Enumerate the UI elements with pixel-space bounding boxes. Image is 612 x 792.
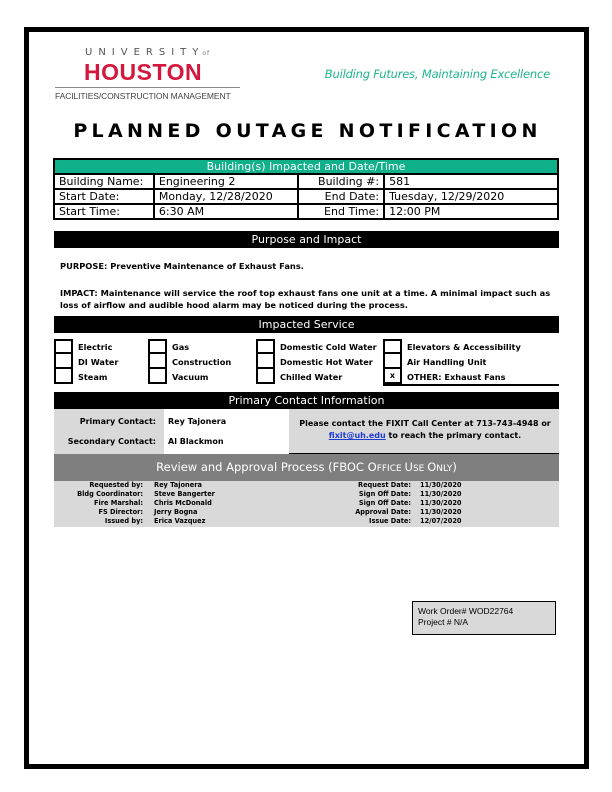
review-date: 11/30/2020: [420, 490, 462, 498]
primary-contact-value: Rey Tajonera: [168, 417, 227, 426]
review-row: [54, 517, 559, 526]
logo-divider: [55, 87, 240, 88]
review-date: 11/30/2020: [420, 481, 462, 489]
review-label: Bldg Coordinator:: [77, 490, 143, 498]
end-time-value: 12:00 PM: [384, 204, 558, 219]
review-row: [54, 481, 559, 490]
review-title-u: U: [404, 460, 413, 474]
service-label: Gas: [172, 342, 190, 352]
review-value: Jerry Bogna: [154, 508, 198, 516]
checkbox-domestic-cold-water[interactable]: [256, 339, 275, 354]
review-title-ffice: FFICE: [376, 464, 405, 474]
review-date-label: Request Date:: [358, 481, 411, 489]
building-number-value: 581: [384, 174, 558, 189]
service-label: Construction: [172, 357, 232, 367]
purpose-text: PURPOSE: Preventive Maintenance of Exhaust Fans.: [60, 261, 304, 271]
service-label: Electric: [78, 342, 113, 352]
checkbox-elevators[interactable]: [383, 339, 402, 354]
contact-message-prefix: Please contact the FIXIT Call Center at 713-743-4948 or: [299, 419, 551, 428]
checkbox-domestic-hot-water[interactable]: [256, 354, 275, 369]
impact-text: IMPACT: Maintenance will service the roof top exhaust fans one unit at a time. A minimal impact such as loss of airflow and audible hood alarm may be noticed during the process.: [60, 288, 551, 310]
contact-section-header: Primary Contact Information: [54, 392, 559, 409]
review-date-label: Issue Date:: [369, 517, 411, 525]
table-row: [54, 174, 558, 189]
checkbox-construction[interactable]: [148, 354, 167, 369]
purpose-section-header: Purpose and Impact: [54, 231, 559, 248]
review-row: [54, 499, 559, 508]
review-label: FS Director:: [98, 508, 143, 516]
checkbox-other[interactable]: x: [383, 369, 402, 384]
table-row: [54, 189, 558, 204]
building-number-label: Building #:: [298, 174, 384, 189]
review-date: 12/07/2020: [420, 517, 462, 525]
secondary-contact-value: Al Blackmon: [168, 437, 224, 446]
review-value: Erica Vazquez: [154, 517, 206, 525]
start-time-label: Start Time:: [54, 204, 154, 219]
checkbox-vacuum[interactable]: [148, 369, 167, 384]
service-label: OTHER: Exhaust Fans: [407, 372, 506, 382]
review-date-label: Sign Off Date:: [358, 490, 411, 498]
logo-of-text: of: [202, 50, 211, 57]
review-value: Steve Bangerter: [154, 490, 215, 498]
service-label: Domestic Cold Water: [280, 342, 377, 352]
review-title-on: O: [427, 460, 437, 474]
contact-values-bg: [164, 409, 289, 454]
logo-university: [85, 47, 210, 58]
review-title-se: SE: [412, 464, 428, 474]
project-number: Project # N/A: [418, 617, 469, 627]
logo-houston: HOUSTON: [84, 59, 203, 85]
fixit-email-link[interactable]: fixit@uh.edu: [328, 431, 386, 440]
start-date-value: Monday, 12/28/2020: [154, 189, 299, 204]
contact-message: [291, 418, 559, 442]
checkbox-steam[interactable]: [54, 369, 73, 384]
building-section-header: Building(s) Impacted and Date/Time: [54, 159, 558, 174]
start-date-label: Start Date:: [54, 189, 154, 204]
service-divider: [383, 384, 559, 386]
review-date-label: Approval Date:: [355, 508, 411, 516]
contact-message-suffix: to reach the primary contact.: [385, 431, 522, 440]
tagline: Building Futures, Maintaining Excellence: [324, 67, 550, 81]
review-value: Chris McDonald: [154, 499, 212, 507]
checkbox-air-handling-unit[interactable]: [383, 354, 402, 369]
review-row: [54, 508, 559, 517]
end-time-label: End Time:: [298, 204, 384, 219]
review-date: 11/30/2020: [420, 499, 462, 507]
checkbox-chilled-water[interactable]: [256, 369, 275, 384]
contact-panel: [54, 409, 559, 454]
service-label: Chilled Water: [280, 372, 343, 382]
checkbox-di-water[interactable]: [54, 354, 73, 369]
building-table: [53, 158, 559, 220]
logo-department: FACILITIES/CONSTRUCTION MANAGEMENT: [55, 91, 231, 101]
review-date-label: Sign Off Date:: [358, 499, 411, 507]
primary-contact-label: Primary Contact:: [79, 417, 156, 426]
review-title-main: Review and Approval Process (FBOC: [156, 460, 368, 474]
secondary-contact-label: Secondary Contact:: [67, 437, 156, 446]
review-section-header: [54, 454, 559, 481]
checkbox-electric[interactable]: [54, 339, 73, 354]
review-value: Rey Tajonera: [154, 481, 202, 489]
impacted-service-header: Impacted Service: [54, 316, 559, 333]
logo-university-text: UNIVERSITY: [85, 47, 205, 58]
checkbox-gas[interactable]: [148, 339, 167, 354]
start-time-value: 6:30 AM: [154, 204, 299, 219]
review-title-o: O: [367, 460, 377, 474]
building-name-value: Engineering 2: [154, 174, 299, 189]
review-row: [54, 490, 559, 499]
review-panel: [54, 481, 559, 527]
review-title-nly: NLY: [436, 464, 453, 474]
service-label: Air Handling Unit: [407, 357, 487, 367]
building-name-label: Building Name:: [54, 174, 154, 189]
end-date-label: End Date:: [298, 189, 384, 204]
page-title: PLANNED OUTAGE NOTIFICATION: [73, 120, 542, 142]
table-row: [54, 204, 558, 219]
end-date-value: Tuesday, 12/29/2020: [384, 189, 558, 204]
review-label: Issued by:: [104, 517, 143, 525]
review-label: Fire Marshal:: [93, 499, 143, 507]
work-order-box: [412, 601, 556, 635]
review-title-end: ): [452, 460, 457, 474]
service-label: Domestic Hot Water: [280, 357, 373, 367]
review-date: 11/30/2020: [420, 508, 462, 516]
service-label: DI Water: [78, 357, 119, 367]
service-label: Vacuum: [172, 372, 209, 382]
work-order-number: Work Order# WOD22764: [418, 606, 514, 616]
service-label: Elevators & Accessibility: [407, 342, 521, 352]
service-label: Steam: [78, 372, 108, 382]
review-label: Requested by:: [89, 481, 143, 489]
